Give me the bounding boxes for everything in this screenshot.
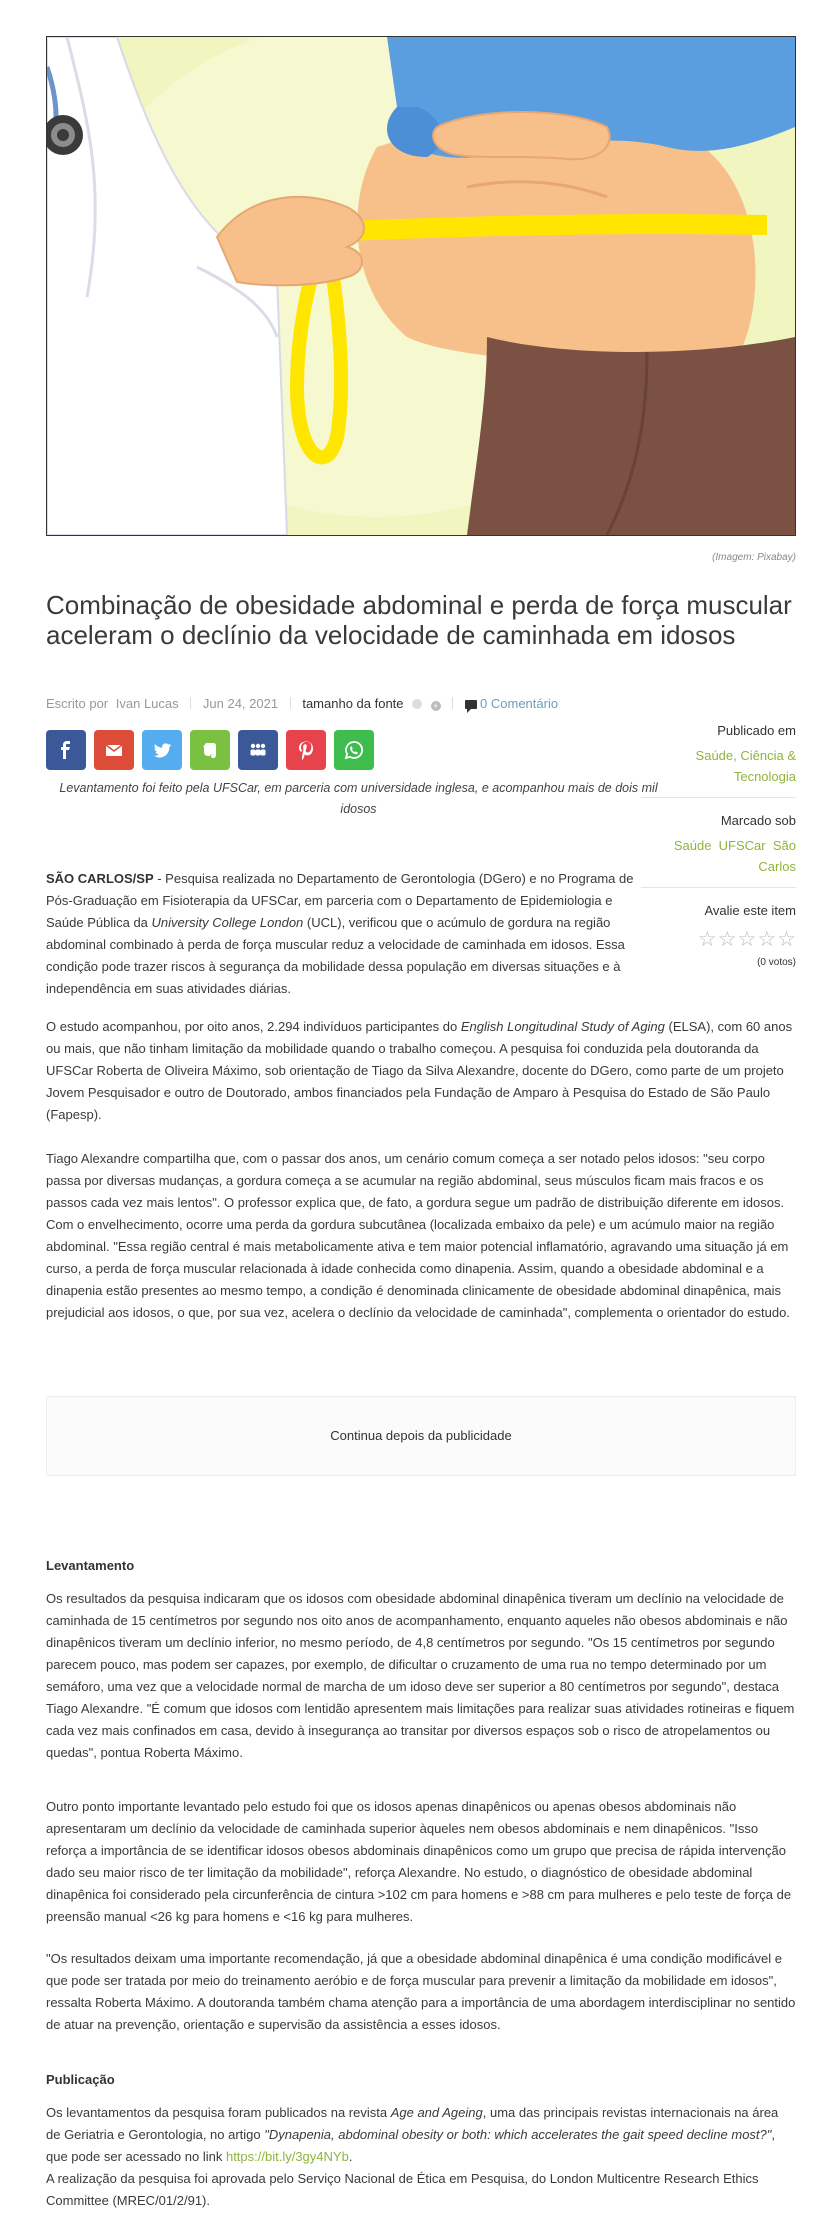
article-link[interactable]: https://bit.ly/3gy4NYb — [225, 2149, 349, 2164]
paragraph — [46, 1016, 796, 1126]
published-label: Publicado em — [717, 723, 796, 738]
section-heading: Levantamento — [46, 1558, 135, 1573]
people-icon — [248, 740, 268, 760]
pinterest-icon — [296, 740, 316, 760]
font-size-label: tamanho da fonte — [302, 696, 404, 711]
whatsapp-icon — [344, 740, 364, 760]
share-whatsapp-button[interactable] — [334, 730, 374, 770]
sidebar-divider — [641, 797, 796, 798]
star-icon[interactable]: ☆ — [777, 928, 796, 951]
tagged-label: Marcado sob — [720, 813, 796, 828]
article-lead: Levantamento foi feito pela UFSCar, em parceria com universidade inglesa, e acompanhou mais de dois mil idosos — [59, 781, 658, 816]
meta-divider — [290, 697, 291, 709]
font-decrease-icon[interactable] — [412, 699, 422, 709]
text-run: A realização da pesquisa foi aprovada pelo Serviço Nacional de Ética em Pesquisa, do London Multicentre Research Ethics Committee (MREC/01/2/91). — [46, 2171, 759, 2208]
vote-count: (0 votos) — [757, 957, 796, 968]
share-pinterest-button[interactable] — [286, 730, 326, 770]
text-run: English Longitudinal Study of Aging — [460, 1019, 665, 1034]
sidebar-divider — [641, 887, 796, 888]
meta-divider — [190, 697, 191, 709]
share-myspace-button[interactable] — [238, 730, 278, 770]
written-by-label: Escrito por — [46, 696, 109, 711]
facebook-icon — [56, 740, 76, 760]
star-icon[interactable]: ☆ — [697, 928, 717, 951]
image-credit: (Imagem: Pixabay) — [712, 552, 796, 563]
article-illustration — [46, 36, 796, 536]
ad-placeholder: Continua depois da publicidade — [46, 1396, 796, 1476]
star-icon[interactable]: ☆ — [717, 928, 737, 951]
comments-link[interactable] — [465, 696, 558, 711]
evernote-icon — [200, 740, 220, 760]
text-run: Os levantamentos da pesquisa foram publicados na revista — [46, 2105, 391, 2120]
paragraph: Os resultados da pesquisa indicaram que os idosos com obesidade abdominal dinapênica tiveram um declínio na velocidade de caminhada de 15 centímetros por segundo nos oito anos de acompanhamento, enquanto aqueles não obesos abdominais e não dinapênicos tiveram um declínio inferior, no mesmo período, de 4,8 centímetros por segundo. "Os 15 centímetros por segundo parecem pouco, mas podem ser capazes, por exemplo, de dificultar o cruzamento de uma rua no tempo determinado por um semáforo, uma vez que a velocidade normal de marcha de um idoso deve ser superior a 80 centímetros por segundo", destaca Tiago Alexandre. "É comum que idosos com lentidão apresentem mais limitações para realizar suas atividades rotineiras e fiquem cada vez mais confinados em casa, devido à insegurança ao transitar por diversos espaços sob o risco de atropelamentos ou quedas", pontua Roberta Máximo. — [46, 1591, 795, 1760]
paragraph — [46, 868, 646, 1000]
author-name[interactable]: Ivan Lucas — [115, 696, 179, 711]
text-run: - Pesquisa realizada no Departamento de Gerontologia (DGero) e no Programa de Pós-Graduação em Fisioterapia da UFSCar, em parceria com o Departamento de Epidemiologia e Saúde Pública da — [46, 871, 634, 930]
share-twitter-button[interactable] — [142, 730, 182, 770]
text-run: University College London — [151, 915, 304, 930]
paragraph: Outro ponto importante levantado pelo estudo foi que os idosos apenas dinapênicos ou apenas obesos abdominais não apresentaram um declínio da velocidade de caminhada superior àqueles nem obesos abdominais e nem dinapênicos. "Isso reforça a importância de se identificar idosos obesos abdominais dinapênicos como um grupo que precisa de rápida intervenção dado seu maior risco de ter limitação da mobilidade", reforça Alexandre. No estudo, o diagnóstico de obesidade abdominal dinapênica foi considerado pela circunferência de cintura >102 cm para homens e >88 cm para mulheres e pelo teste de força de preensão manual <26 kg para homens e <16 kg para mulheres. — [46, 1799, 792, 1924]
share-email-button[interactable] — [94, 730, 134, 770]
share-facebook-button[interactable] — [46, 730, 86, 770]
share-evernote-button[interactable] — [190, 730, 230, 770]
text-run: Age and Ageing — [390, 2105, 483, 2120]
comment-icon — [465, 700, 477, 709]
tag-list — [641, 835, 796, 877]
text-run: . — [348, 2149, 353, 2164]
text-run: , uma das principais revistas internacionais na área de Geriatria e Gerontologia, no artigo — [46, 2105, 779, 2142]
comments-count: 0 Comentário — [480, 696, 559, 711]
paragraph — [46, 2102, 796, 2212]
section-heading: Publicação — [46, 2072, 115, 2087]
star-icon[interactable]: ☆ — [757, 928, 777, 951]
article-meta — [46, 696, 558, 711]
publish-date: Jun 24, 2021 — [202, 696, 279, 711]
tag-link[interactable]: Saúde — [673, 838, 712, 853]
rate-label: Avalie este item — [704, 903, 796, 918]
dateline: SÃO CARLOS/SP — [46, 871, 154, 886]
star-icon[interactable]: ☆ — [737, 928, 757, 951]
paragraph: "Os resultados deixam uma importante recomendação, já que a obesidade abdominal dinapênica é uma condição modificável e que pode ser tratada por meio do treinamento aeróbio e de força muscular para prevenir a limitação da mobilidade em idosos", ressalta Roberta Máximo. A doutoranda também chama atenção para a importância de uma abordagem interdisciplinar no sentido de atuar na prevenção, orientação e supervisão da assistência a esses idosos. — [46, 1951, 796, 2032]
envelope-icon — [104, 740, 124, 760]
text-run: O estudo acompanhou, por oito anos, 2.294 indivíduos participantes do — [46, 1019, 461, 1034]
article-title: Combinação de obesidade abdominal e perda de força muscular aceleram o declínio da velocidade de caminhada em idosos — [46, 590, 792, 650]
text-run: "Dynapenia, abdominal obesity or both: which accelerates the gait speed decline most?" — [264, 2127, 772, 2142]
tag-link[interactable]: UFSCar — [718, 838, 766, 853]
tag-link[interactable]: São Carlos — [758, 838, 796, 874]
article-sidebar — [641, 720, 796, 968]
paragraph: Tiago Alexandre compartilha que, com o passar dos anos, um cenário comum começa a ser notado pelos idosos: "seu corpo passa por diversas mudanças, a gordura começa a se acumular na região abdominal, seus músculos ficam mais fracos e os passos cada vez mais lentos". O professor explica que, de fato, a gordura segue um padrão de distribuição diferente em idosos. Com o envelhecimento, ocorre uma perda da gordura subcutânea (localizada embaixo da pele) e um acúmulo maior na região abdominal. "Essa região central é mais metabolicamente ativa e tem maior potencial inflamatório, agravando uma situação já em curso, a perda de força muscular relacionada à idade conhecida como dinapenia. Assim, quando a obesidade abdominal e a dinapenia estão presentes ao mesmo tempo, a condição é denominada clinicamente de obesidade abdominal dinapênica, mais prejudicial aos idosos, o que, por sua vez, acelera o declínio da velocidade de caminhada", complementa o orientador do estudo. — [46, 1151, 790, 1320]
font-increase-icon[interactable]: + — [431, 701, 441, 711]
meta-divider — [452, 697, 453, 709]
twitter-icon — [152, 740, 172, 760]
category-link[interactable]: Saúde, Ciência & Tecnologia — [695, 748, 796, 784]
text-run: (UCL), verificou que o acúmulo de gordura na região abdominal combinado à perda de força muscular reduz a velocidade de caminhada em idosos. Essa condição pode trazer riscos à segurança da mobilidade dessa população em diversas situações e à independência em suas atividades diárias. — [46, 915, 625, 996]
rating-stars — [641, 929, 796, 951]
text-run: (ELSA), com 60 anos ou mais, que não tinham limitação da mobilidade quando o trabalho começou. A pesquisa foi conduzida pela doutoranda da UFSCar Roberta de Oliveira Máximo, sob orientação de Tiago da Silva Alexandre, docente do DGero, como parte de um projeto Jovem Pesquisador e outro de Doutorado, ambos financiados pela Fundação de Amparo à Pesquisa do Estado de São Paulo (Fapesp). — [46, 1019, 793, 1122]
abdominal-measurement-illustration — [47, 37, 795, 535]
text-run: , que pode ser acessado no link — [46, 2127, 776, 2164]
